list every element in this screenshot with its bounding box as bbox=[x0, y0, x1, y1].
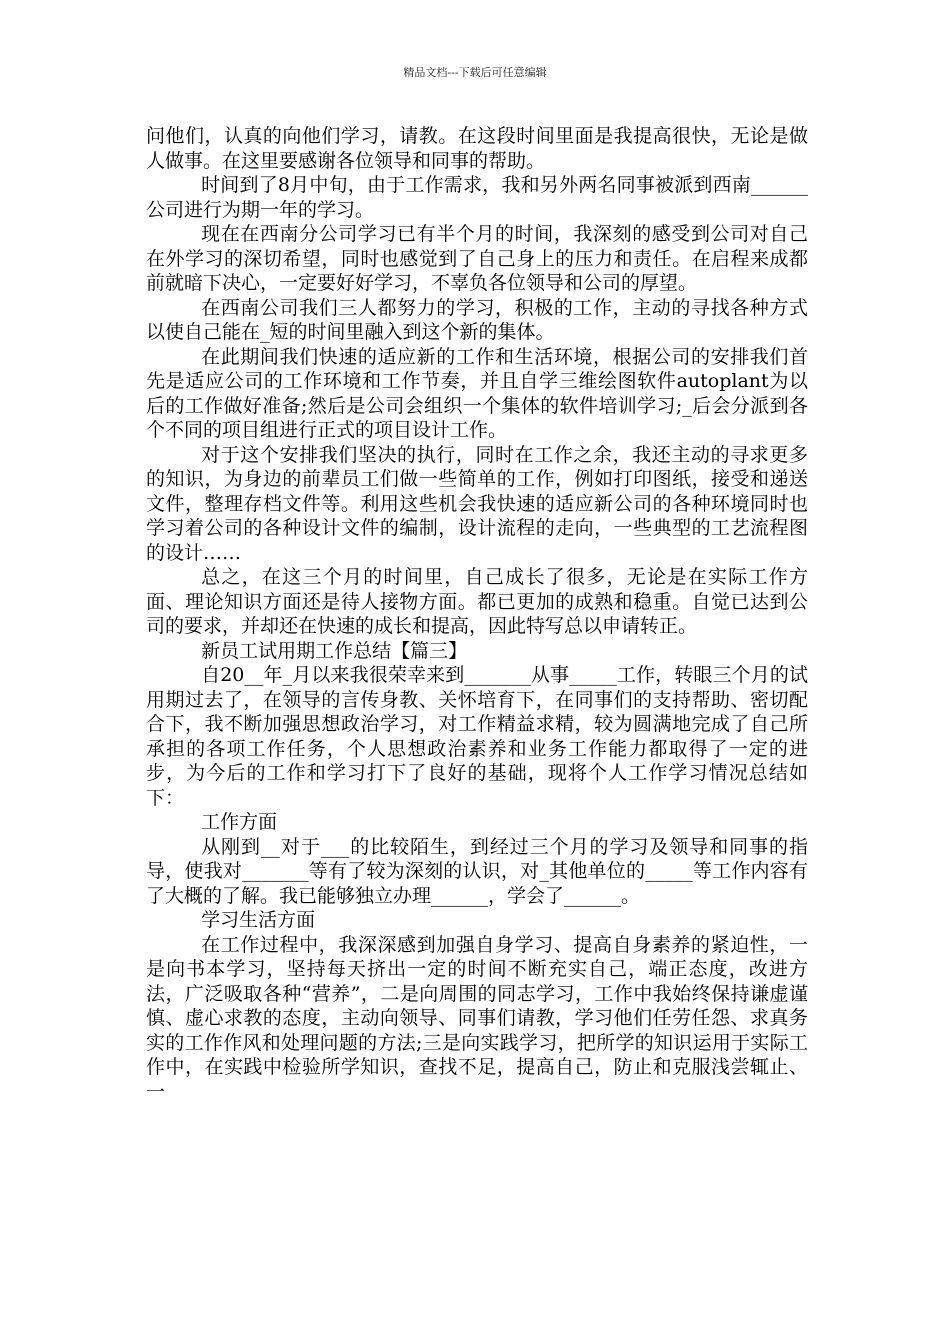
page-header: 精品文档---下载后可任意编辑 bbox=[403, 66, 547, 79]
section-heading: 新员工试用期工作总结【篇三】 bbox=[201, 639, 468, 662]
subsection-heading: 学习生活方面 bbox=[201, 909, 316, 931]
document-body bbox=[146, 124, 808, 1104]
paragraph: 对于这个安排我们坚决的执行，同时在工作之余，我还主动的寻求更多的知识，为身边的前辈员工们做一些简单的工作，例如打印图纸，接受和递送文件，整理存档文件等。利用这些机会我快速的适应新公司的各种环境同时也学习着公司的各种设计文件的编制，设计流程的走向，一些典型的工艺流程图的设计…… bbox=[146, 443, 808, 564]
paragraph: 在西南公司我们三人都努力的学习，积极的工作，主动的寻找各种方式以使自己能在_短的时间里融入到这个新的集体。 bbox=[146, 296, 808, 343]
paragraph: 在工作过程中，我深深感到加强自身学习、提高自身素养的紧迫性，一是向书本学习，坚持每天挤出一定的时间不断充实自己，端正态度，改进方法，广泛吸取各种“营养”，二是向周围的同志学习，工作中我始终保持谦虚谨慎、虚心求教的态度，主动向领导、同事们请教，学习他们任劳任怨、求真务实的工作作风和处理问题的方法;三是向实践学习，把所学的知识运用于实际工作中，在实践中检验所学知识，查找不足，提高自己，防止和克服浅尝辄止、一 bbox=[146, 933, 808, 1103]
paragraph: 时间到了8月中旬，由于工作需求，我和另外两名同事被派到西南______公司进行为期一年的学习。 bbox=[146, 174, 808, 221]
paragraph: 从刚到__对于___的比较陌生，到经过三个月的学习及领导和同事的指导，使我对_______等有了较为深刻的认识，对_其他单位的_____等工作内容有了大概的了解。我已能够独立办理______，学会了______。 bbox=[146, 835, 808, 907]
subsection-heading: 工作方面 bbox=[201, 811, 278, 833]
paragraph: 总之，在这三个月的时间里，自己成长了很多，无论是在实际工作方面、理论知识方面还是待人接物方面。都已更加的成熟和稳重。自觉已达到公司的要求，并却还在快速的成长和提高，因此特写总以申请转正。 bbox=[146, 566, 808, 637]
paragraph: 现在在西南分公司学习已有半个月的时间，我深刻的感受到公司对自己在外学习的深切希望，同时也感觉到了自己身上的压力和责任。在启程来成都前就暗下决心，一定要好好学习，不辜负各位领导和公司的厚望。 bbox=[146, 223, 808, 294]
paragraph: 自20__年_月以来我很荣幸来到_______从事_____工作，转眼三个月的试用期过去了，在领导的言传身教、关怀培育下，在同事们的支持帮助、密切配合下，我不断加强思想政治学习，对工作精益求精，较为圆满地完成了自己所承担的各项工作任务，个人思想政治素养和业务工作能力都取得了一定的进步，为今后的工作和学习打下了良好的基础，现将个人工作学习情况总结如下： bbox=[146, 664, 808, 809]
paragraph: 问他们，认真的向他们学习，请教。在这段时间里面是我提高很快，无论是做人做事。在这里要感谢各位领导和同事的帮助。 bbox=[146, 125, 808, 172]
paragraph: 在此期间我们快速的适应新的工作和生活环境，根据公司的安排我们首先是适应公司的工作环境和工作节奏，并且自学三维绘图软件autoplant为以后的工作做好准备;然后是公司会组织一个集体的软件培训学习;_后会分派到各个不同的项目组进行正式的项目设计工作。 bbox=[146, 345, 808, 441]
